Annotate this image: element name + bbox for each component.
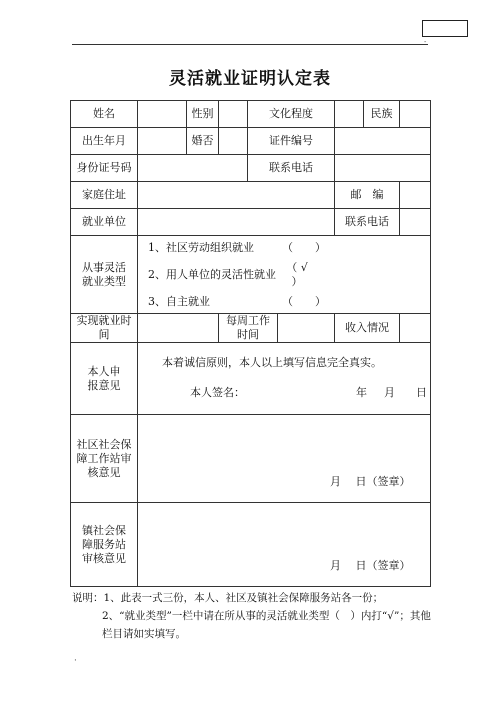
row-community-review [71,415,431,503]
row-town-review [71,503,431,587]
header-rule [72,44,428,45]
form-notes [72,589,432,643]
gender-field[interactable] [219,101,248,128]
employment-start-label: 实现就业时间 [71,314,138,343]
town-date-stamp: 月 日（签章） [330,558,411,572]
honesty-statement: 本着诚信原则，本人以上填写信息完全真实。 [162,355,382,369]
community-review-label [71,415,138,503]
row-employment-type [71,236,431,314]
row-basic-2 [71,128,431,155]
option-label: 3、自主就业 [148,294,210,308]
employer-phone-label: 联系电话 [335,209,400,236]
employment-type-options [138,236,431,314]
header-mark: - [424,38,427,46]
row-address [71,182,431,209]
postcode-label: 邮 编 [335,182,400,209]
note-line-1: 说明：1、此表一式三份，本人、社区及镇社会保障服务站各一份； [72,592,384,604]
note-line-2: 2、“就业类型”一栏中请在所从事的灵活就业类型（ ）内打“√”；其他栏目请如实填写。 [102,610,431,640]
postcode-field[interactable] [400,182,431,209]
row-work-time [71,314,431,343]
education-field[interactable] [335,101,364,128]
option-label: 1、社区劳动组织就业 [148,240,254,254]
applicant-opinion-area[interactable] [138,343,431,415]
applicant-opinion-label-text: 本人申报意见 [87,364,121,392]
certification-form [70,100,431,587]
signature-label: 本人签名： [190,385,245,399]
name-label: 姓名 [71,101,138,128]
town-review-label-text: 镇社会保障服务站审核意见 [82,523,126,565]
option-checkbox[interactable]: （ ） [282,240,326,254]
community-date-stamp: 月 日（签章） [330,474,411,488]
row-applicant-opinion [71,343,431,415]
income-label: 收入情况 [335,314,400,343]
income-field[interactable] [400,314,431,343]
marital-label: 婚否 [187,128,219,155]
option-employer-flexible[interactable] [148,260,428,288]
cert-number-field[interactable] [335,128,431,155]
cert-number-label: 证件编号 [248,128,335,155]
employer-phone-field[interactable] [400,209,431,236]
employer-field[interactable] [138,209,335,236]
address-field[interactable] [138,182,335,209]
day-label: 日 [416,385,427,399]
birth-label: 出生年月 [71,128,138,155]
name-field[interactable] [138,101,187,128]
page-number-box [422,20,468,37]
phone-field[interactable] [335,155,431,182]
birth-field[interactable] [138,128,187,155]
weekly-hours-label: 每周工作时间 [219,314,278,343]
ethnicity-field[interactable] [400,101,431,128]
form-title: 灵活就业证明认定表 [169,69,331,89]
id-number-label: 身份证号码 [71,155,138,182]
town-review-area[interactable] [138,503,431,587]
ethnicity-label: 民族 [364,101,400,128]
footer-mark: · [74,656,77,666]
id-number-field[interactable] [138,155,248,182]
employment-type-label-text: 从事灵活就业类型 [82,260,126,288]
community-review-area[interactable] [138,415,431,503]
employment-type-label [71,236,138,314]
row-basic-3 [71,155,431,182]
option-community-labor[interactable] [148,241,428,255]
option-self-employed[interactable] [148,295,428,309]
option-checkbox[interactable]: （ ） [282,294,326,308]
education-label: 文化程度 [248,101,335,128]
town-review-label [71,503,138,587]
applicant-opinion-label [71,343,138,415]
weekly-hours-field[interactable] [278,314,335,343]
row-employer [71,209,431,236]
employer-label: 就业单位 [71,209,138,236]
phone-label: 联系电话 [248,155,335,182]
row-basic-1 [71,101,431,128]
marital-field[interactable] [219,128,248,155]
employment-start-field[interactable] [138,314,219,343]
gender-label: 性别 [187,101,219,128]
address-label: 家庭住址 [71,182,138,209]
community-review-label-text: 社区社会保障工作站审核意见 [76,437,132,479]
option-label: 2、用人单位的灵活性就业 [148,267,276,281]
option-checkbox[interactable]: （ √ ） [286,260,308,288]
month-label: 月 [384,385,395,399]
year-label: 年 [356,385,367,399]
